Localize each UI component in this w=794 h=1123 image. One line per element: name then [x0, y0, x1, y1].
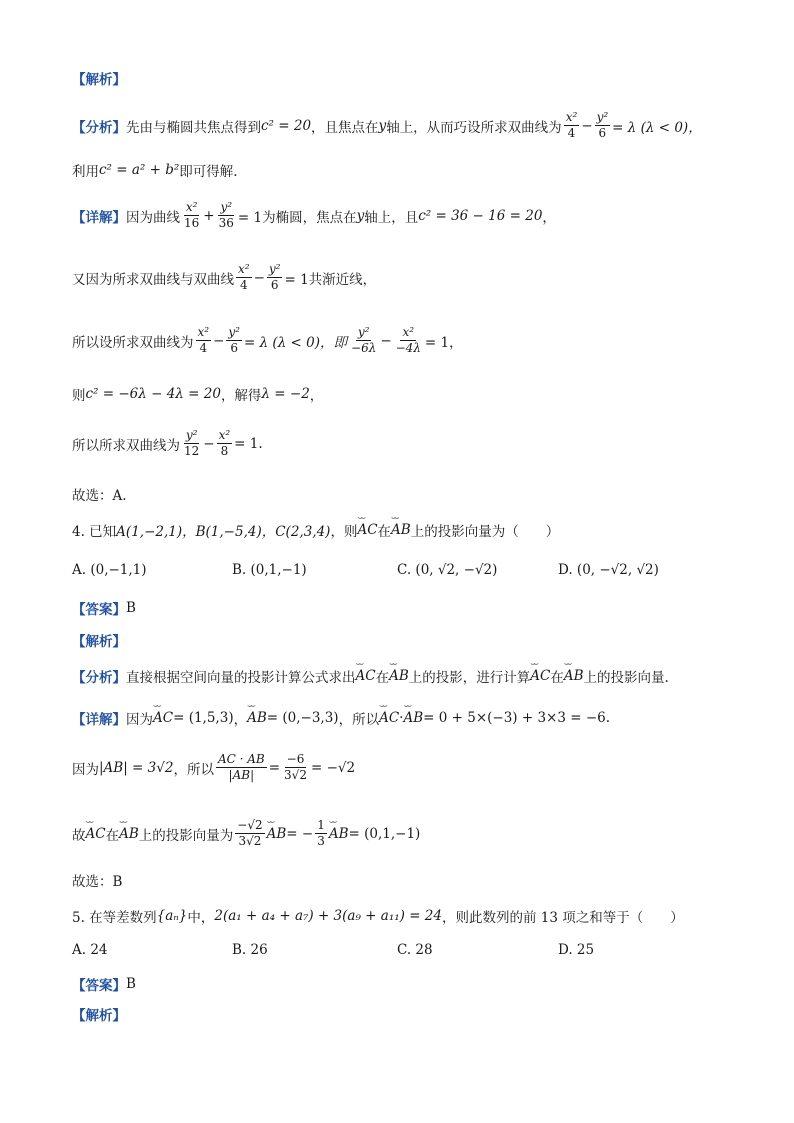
- text: ，: [542, 209, 556, 226]
- answer-value: B: [126, 976, 136, 992]
- text: 即可得解.: [179, 164, 238, 180]
- analysis-line-2: [72, 160, 238, 180]
- option-d: D. 25: [558, 942, 595, 958]
- label-daan: 【答案】: [72, 978, 126, 994]
- text: 在: [105, 827, 120, 844]
- option-b: B. (0,1,−1): [232, 562, 307, 578]
- fraction: $\frac{\text{x²}}{4}$: [238, 262, 250, 292]
- text: 又因为所求双曲线与双曲线: [72, 271, 234, 288]
- text: ，解得: [220, 388, 262, 404]
- detail-line-4: [72, 384, 323, 404]
- fraction: $\frac{\text{y²}}{-6\lambda}$: [351, 325, 377, 355]
- label-xiangjie: 【详解】: [72, 209, 126, 226]
- text: 故: [72, 827, 86, 844]
- text: ，且焦点在: [311, 119, 379, 136]
- text: 在: [375, 670, 390, 686]
- fraction: $\frac{AC \cdot AB}{|AB|}$: [217, 752, 265, 782]
- fraction: $\frac{1}{3}$: [317, 818, 325, 848]
- vector-ac: ⌣⌣ AC: [357, 522, 377, 538]
- formula: c² = a² + b²: [99, 162, 180, 178]
- fraction: $\frac{\text{y²}}{6}$: [268, 262, 281, 292]
- fraction: $\frac{\text{y²}}{12}$: [184, 428, 200, 458]
- option-c: C. (0, √2, −√2): [397, 562, 498, 578]
- label-daan: 【答案】: [72, 602, 126, 618]
- fraction: $\frac{\text{x²}}{8}$: [218, 428, 231, 458]
- text: ，所以: [173, 761, 214, 778]
- answer-choice-1: [72, 484, 127, 504]
- label-xiangjie: 【详解】: [72, 712, 126, 728]
- detail-line-8: [72, 818, 420, 849]
- formula: = (0,1,−1): [348, 825, 421, 842]
- vector-ac: ⌣⌣ AC: [86, 826, 106, 842]
- question-4: [72, 520, 559, 540]
- formula: = λ (λ < 0)，即: [243, 334, 348, 351]
- var-y: y: [356, 207, 365, 224]
- text: = 1为椭圆，焦点在: [237, 209, 357, 226]
- formula: = (0,−3,3): [266, 710, 339, 726]
- vector-ab: ⌣⌣ AB: [403, 710, 423, 726]
- vector-ab: ⌣⌣ AB: [564, 668, 584, 684]
- section-jiexi-3: [72, 1004, 126, 1024]
- detail-line-2: 又因为所求双曲线与双曲线 $\frac{\text{x²}}{4}$ − $\frac{\text{y²}}{6}$ = 1共渐近线，: [72, 262, 377, 292]
- text: 故选：B: [72, 874, 123, 890]
- text: = 1共渐近线，: [284, 271, 377, 288]
- text: ，: [233, 712, 248, 728]
- text: 先由与椭圆共焦点得到: [126, 119, 261, 136]
- option-a: A. (0,−1,1): [72, 562, 147, 578]
- fraction: $\frac{-√2}{3√2}$: [237, 818, 263, 848]
- text: 则: [72, 388, 86, 404]
- vector-ab: ⌣⌣ AB: [391, 522, 411, 538]
- formula: |AB| = 3√2: [99, 759, 174, 776]
- vector-ab: ⌣⌣ AB: [329, 826, 349, 842]
- text: 直接根据空间向量的投影计算公式求出: [126, 670, 356, 686]
- answer-value: B: [126, 600, 136, 616]
- option-a: A. 24: [72, 942, 108, 958]
- text: 在: [550, 670, 564, 686]
- label-jiexi: 【解析】: [72, 634, 126, 650]
- vector-ab: ⌣⌣ AB: [119, 826, 139, 842]
- fraction: $\frac{\text{x²}}{-4\lambda}$: [395, 325, 421, 355]
- formula: = λ (λ < 0)，: [612, 119, 702, 136]
- answer-choice-2: [72, 870, 122, 890]
- text: ，则此数列的前 13 项之和等于（ ）: [441, 910, 684, 926]
- analysis-line-1: 【分析】 先由与椭圆共焦点得到 c² = 20 ，且焦点在 y 轴上，从而巧设所求双曲线为 $\frac{\text{x²}}{4}$ − $\frac{\text{y²}}{6}$ = λ (λ < 0)，: [72, 110, 702, 140]
- formula: 2(a₁ + a₄ + a₇) + 3(a₉ + a₁₁) = 24: [214, 908, 442, 924]
- analysis-line-3: [72, 666, 669, 686]
- question-5-options: [72, 942, 722, 962]
- text: 上的投影向量为（ ）: [410, 524, 560, 540]
- fraction: $\frac{\text{x²}}{4}$: [565, 110, 578, 140]
- vector-ac: ⌣⌣ AC: [356, 668, 376, 684]
- formula: c² = 20: [261, 117, 312, 134]
- text: 故选：A.: [72, 488, 127, 504]
- text: ，所以: [338, 712, 380, 728]
- text: ，则: [330, 524, 358, 540]
- question-5: [72, 906, 684, 926]
- text: = 1，: [424, 334, 463, 351]
- text: 上的投影向量为: [138, 827, 234, 844]
- formula: λ = −2: [261, 386, 310, 402]
- question-4-options: [72, 562, 722, 582]
- points: A(1,−2,1)，B(1,−5,4)，C(2,3,4): [116, 524, 331, 540]
- vector-ab: ⌣⌣ AB: [389, 668, 409, 684]
- formula: c² = −6λ − 4λ = 20: [85, 386, 221, 402]
- text: ，: [309, 388, 324, 404]
- vector-ab: ⌣⌣ AB: [247, 710, 267, 726]
- vector-ac: ⌣⌣ AC: [530, 668, 550, 684]
- formula: = 0 + 5×(−3) + 3×3 = −6: [423, 710, 606, 726]
- detail-line-6: [72, 708, 610, 728]
- option-c: C. 28: [397, 942, 433, 958]
- fraction: $\frac{\text{y²}}{6}$: [228, 325, 240, 355]
- sequence: {aₙ}: [156, 908, 188, 924]
- formula: c² = 36 − 16 = 20: [418, 207, 543, 224]
- detail-line-3: 所以设所求双曲线为 $\frac{\text{x²}}{4}$ − $\frac{\text{y²}}{6}$ = λ (λ < 0)，即 $\frac{\text{y²}}{-6\lambda}$ − $\frac{\text{x²}}{-4\lambda}$ = 1，: [72, 325, 463, 355]
- text: 利用: [72, 164, 99, 180]
- fraction: $\frac{\text{x²}}{16}$: [184, 200, 200, 230]
- text: 轴上，从而巧设所求双曲线为: [386, 119, 562, 136]
- label-jiexi: 【解析】: [72, 1008, 126, 1024]
- fraction: $\frac{\text{x²}}{4}$: [197, 325, 210, 355]
- text: 因为曲线: [126, 209, 180, 226]
- text: = 1.: [234, 435, 263, 452]
- vector-ac: ⌣⌣ AC: [153, 710, 173, 726]
- detail-line-1: 【详解】 因为曲线 $\frac{\text{x²}}{16}$ + $\frac{\text{y²}}{36}$ = 1为椭圆，焦点在 y 轴上，且 c² = 36 − 16 = 20 ，: [72, 200, 556, 230]
- text: 所以所求双曲线为: [72, 437, 180, 454]
- text: 中，: [187, 910, 215, 926]
- label-fenxi: 【分析】: [72, 119, 126, 136]
- dot: ·: [399, 710, 404, 726]
- fraction: $\frac{\text{y²}}{36}$: [218, 200, 234, 230]
- answer-line-5: [72, 974, 136, 994]
- formula: = −√2: [310, 759, 356, 776]
- text: 因为: [72, 761, 99, 778]
- section-jiexi-2: [72, 630, 126, 650]
- text: 上的投影向量.: [583, 670, 669, 686]
- text: 所以设所求双曲线为: [72, 334, 194, 351]
- text: 4. 已知: [72, 524, 117, 540]
- fraction: $\frac{-6}{3√2}$: [284, 752, 307, 782]
- text: 5. 在等差数列: [72, 910, 157, 926]
- formula: = (1,5,3): [173, 710, 234, 726]
- detail-line-7: 因为 |AB| = 3√2 ，所以 $\frac{AC \cdot AB}{|AB|}$ = $\frac{-6}{3√2}$ = −√2: [72, 752, 356, 782]
- option-d: D. (0, −√2, √2): [558, 562, 659, 578]
- detail-line-5: 所以所求双曲线为 $\frac{\text{y²}}{12}$ − $\frac{\text{x²}}{8}$ = 1.: [72, 428, 263, 458]
- label-jiexi: 【解析】: [72, 72, 126, 88]
- option-b: B. 26: [232, 942, 268, 958]
- formula: = −: [286, 825, 314, 842]
- text: 在: [377, 524, 392, 540]
- vector-ab: ⌣⌣ AB: [267, 826, 287, 842]
- label-fenxi: 【分析】: [72, 670, 126, 686]
- vector-ac: ⌣⌣ AC: [379, 710, 399, 726]
- var-y: y: [378, 117, 387, 134]
- text: .: [605, 710, 611, 726]
- text: 上的投影，进行计算: [408, 670, 531, 686]
- text: 因为: [126, 712, 153, 728]
- fraction: $\frac{\text{y²}}{6}$: [596, 110, 609, 140]
- answer-line-4: [72, 598, 136, 618]
- text: 轴上，且: [364, 209, 419, 226]
- section-jiexi-1: [72, 68, 126, 88]
